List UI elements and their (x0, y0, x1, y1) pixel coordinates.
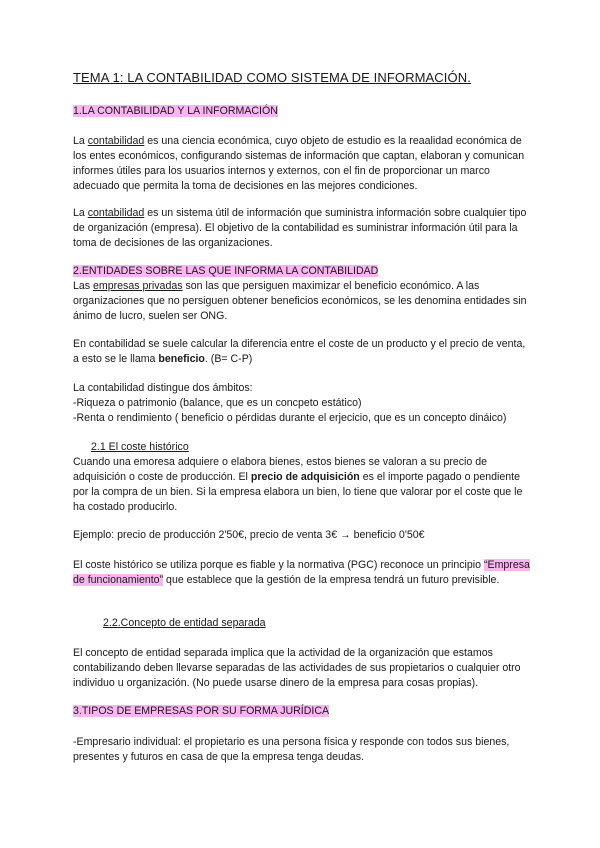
subsection-2-2-heading: 2.2.Concepto de entidad separada (103, 617, 266, 629)
subsection-2-1-example: Ejemplo: precio de producción 2'50€, precio de venta 3€ → beneficio 0'50€ (73, 529, 425, 541)
section-3-heading: 3.TIPOS DE EMPRESAS POR SU FORMA JURÍDICA (73, 705, 330, 717)
section-2-paragraph-2: En contabilidad se suele calcular la diferencia entre el coste de un producto y el precio de venta, a esto se le llama beneficio. (B= C-P) (73, 338, 526, 365)
term-beneficio: beneficio (158, 353, 205, 365)
section-1-heading: 1.LA CONTABILIDAD Y LA INFORMACIÓN (73, 105, 278, 117)
subsection-2-1-paragraph-1: Cuando una emoresa adquiere o elabora bienes, estos bienes se valoran a su precio de adquisición o coste de producción. El precio de adquisición es el importe pagado o pendiente por la compra de un bien. Si la empresa elabora un bien, lo tiene que valorar por el coste que le ha costado producirlo. (73, 456, 523, 513)
subsection-2-1-paragraph-3: El coste histórico se utiliza porque es fiable y la normativa (PGC) reconoce un principio “Empresa de funcionamiento” que establece que la gestión de la empresa tendrá un futuro previsible. (73, 559, 530, 586)
section-2-heading: 2.ENTIDADES SOBRE LAS QUE INFORMA LA CONTABILIDAD (73, 265, 379, 277)
section-3-paragraph-1: -Empresario individual: el propietario es una persona física y responde con todos sus bienes, presentes y futuros en casa de que la empresa tenga deudas. (73, 736, 510, 763)
term-precio-adquisicion: precio de adquisición (250, 471, 360, 483)
subsection-2-2-paragraph-1: El concepto de entidad separada implica que la actividad de la organización que estamos contabilizando deben llevarse separadas de las actividades de sus propietarios o cualquier otro individuo u organización. (No puede usarse dinero de la empresa para cosas propias). (73, 647, 521, 689)
document-title: TEMA 1: LA CONTABILIDAD COMO SISTEMA DE INFORMACIÓN. (73, 70, 471, 85)
principle-highlight: “Empresa de funcionamiento” (73, 559, 530, 586)
term-empresas-privadas: empresas privadas (93, 280, 183, 292)
section-2-paragraph-3: La contabilidad distingue dos ámbitos: -Riqueza o patrimonio (balance, que es un concpeto estático) -Renta o rendimiento ( beneficio o pérdidas durante el erjecicio, que es un concepto dináico) (73, 382, 507, 424)
subsection-2-1-heading: 2.1 El coste histórico (91, 441, 189, 453)
section-1-paragraph-1: La contabilidad es una ciencia económica, cuyo objeto de estudio es la reaalidad económica de los entes económicos, configurando sistemas de información que captan, elaboran y comunican informes útiles para los usuarios internos y externos, con el fin de proporcionar un marco adecuado que permita la toma de decisiones en las mejores condiciones. (73, 135, 525, 192)
section-1-paragraph-2: La contabilidad es un sistema útil de información que suministra información sobre cualquier tipo de organización (empresa). El objetivo de la contabilidad es suministrar información útil para la toma de decisiones de las organizaciones. (73, 207, 527, 249)
term-contabilidad: contabilidad (87, 135, 145, 147)
section-2-paragraph-1: Las empresas privadas son las que persiguen maximizar el beneficio económico. A las organizaciones que no persiguen obtener beneficios económicos, se les denomina entidades sin ánimo de lucro, suelen ser ONG. (73, 280, 527, 322)
term-contabilidad: contabilidad (87, 207, 145, 219)
